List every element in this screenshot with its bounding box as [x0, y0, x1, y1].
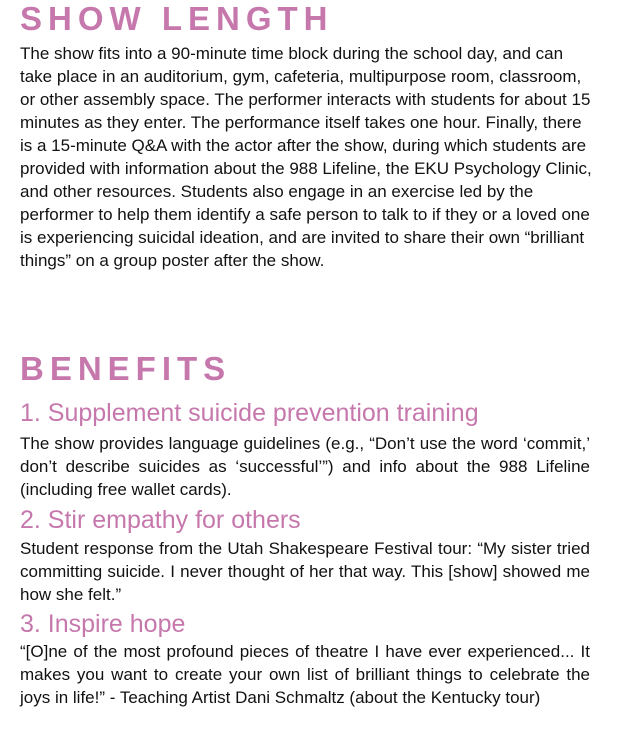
benefit-3-text: “[O]ne of the most profound pieces of theatre I have ever experienced... It makes you want to create your own list of brilliant things to celebrate the joys in life!” - Teaching Artist Dani Schmaltz (about the Kentucky tour) [20, 642, 590, 707]
show-length-paragraph: The show fits into a 90-minute time block during the school day, and can take place in an auditorium, gym, cafeteria, multipurpose room, classroom, or other assembly space. The performer interacts with students for about 15 minutes as they enter. The performance itself takes one hour. Finally, there is a 15-minute Q&A with the actor after the show, during which students are provided with information about the 988 Lifeline, the EKU Psychology Clinic, and other resources. Students also engage in an exercise led by the performer to help them identify a safe person to talk to if they or a loved one is experiencing suicidal ideation, and are invited to share their own “brilliant things” on a group poster after the show. [20, 44, 592, 270]
benefits-heading: BENEFITS [20, 350, 232, 387]
benefit-1-text: The show provides language guidelines (e.g., “Don’t use the word ‘commit,’ don’t describe suicides as ‘successful’”) and info about the 988 Lifeline (including free wallet cards). [20, 434, 590, 499]
benefit-2-title: 2. Stir empathy for others [20, 506, 301, 534]
benefit-2-text: Student response from the Utah Shakespeare Festival tour: “My sister tried committing suicide. I never thought of her that way. This [show] showed me how she felt.” [20, 539, 590, 604]
show-length-heading: SHOW LENGTH [20, 0, 334, 37]
benefit-1-title: 1. Supplement suicide prevention training [20, 399, 479, 427]
benefit-3-title: 3. Inspire hope [20, 610, 186, 638]
